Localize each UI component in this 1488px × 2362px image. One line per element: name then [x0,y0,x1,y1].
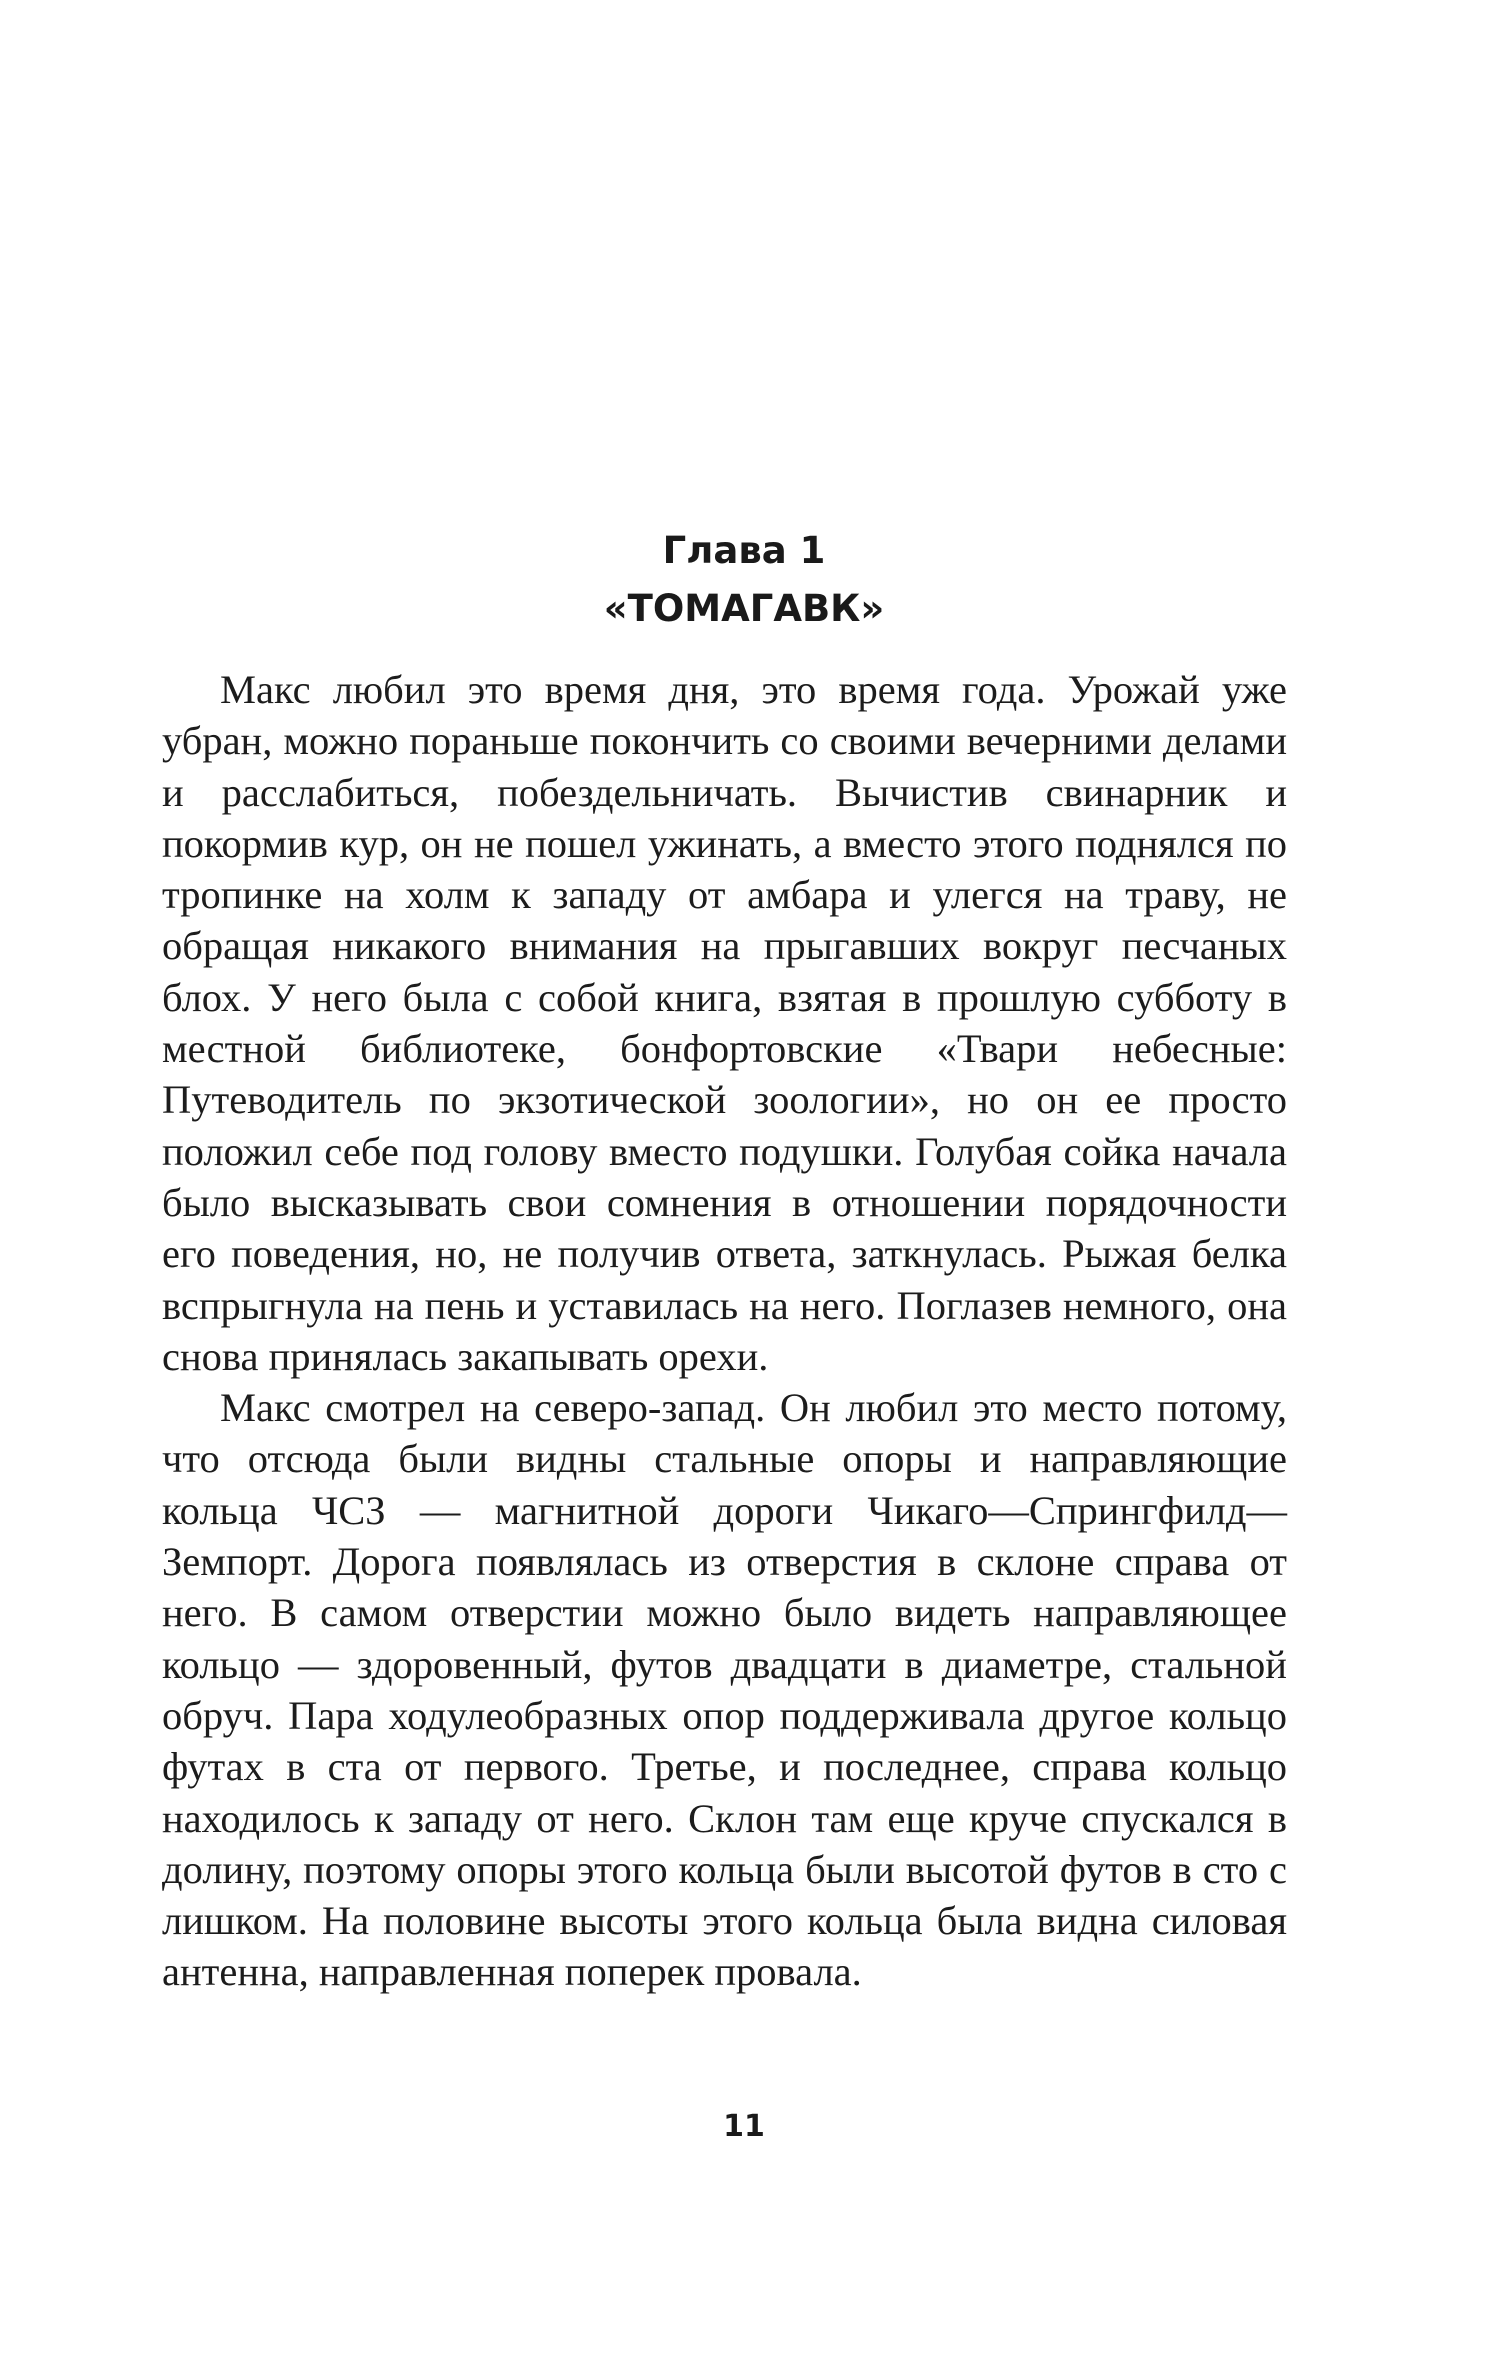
chapter-number: Глава 1 [662,529,826,572]
page-number: 11 [723,2109,765,2144]
chapter-body [162,664,1287,1998]
paragraph-1: Макс любил это время дня, это время года. Урожай уже убран, можно пораньше покончить со своими вечерними делами и расслабиться, побездельничать. Вычистив свинарник и покормив кур, он не пошел ужинать, а вместо этого поднялся по тропинке на холм к западу от амбара и улегся на траву, не обращая никакого внимания на прыгавших вокруг песчаных блох. У него была с собой книга, взятая в прошлую субботу в местной библиотеке, бонфортовские «Твари небесные: Путеводитель по экзотической зоологии», но он ее просто положил себе под голову вместо подушки. Голубая сойка начала было высказывать свои сомнения в отношении порядочности его поведения, но, не получив ответа, заткнулась. Рыжая белка вспрыгнула на пень и уставилась на него. Поглазев немного, она снова принялась закапывать орехи. [162,667,1287,1379]
paragraph-2: Макс смотрел на северо-запад. Он любил это место потому, что отсюда были видны стальные опоры и направляющие кольца ЧСЗ — магнитной дороги Чикаго—Спрингфилд—Земпорт. Дорога появлялась из отверстия в склоне справа от него. В самом отверстии можно было видеть направляющее кольцо — здоровенный, футов двадцати в диаметре, стальной обруч. Пара ходулеобразных опор поддерживала другое кольцо футах в ста от первого. Третье, и последнее, справа кольцо находилось к западу от него. Склон там еще круче спускался в долину, поэтому опоры этого кольца были высотой футов в сто с лишком. На половине высоты этого кольца была видна силовая антенна, направленная поперек провала. [162,1385,1287,1995]
chapter-title: «ТОМАГАВК» [603,587,885,630]
